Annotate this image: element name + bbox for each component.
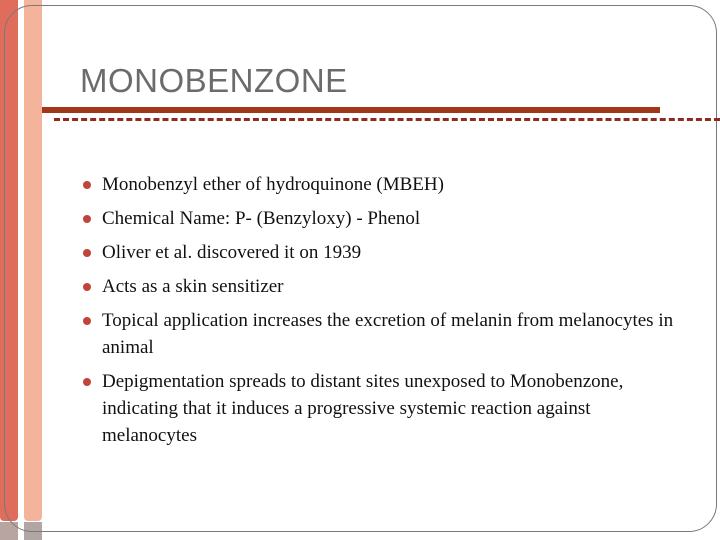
slide-title: MONOBENZONE	[80, 62, 348, 99]
bullet-item: Acts as a skin sensitizer	[80, 273, 680, 300]
bullet-icon	[83, 249, 91, 257]
bullet-item: Oliver et al. discovered it on 1939	[80, 239, 680, 266]
bullet-item: Depigmentation spreads to distant sites unexposed to Monobenzone, indicating that it induces a progressive systemic reaction against melanocytes	[80, 368, 680, 449]
bullet-list	[80, 171, 680, 456]
bullet-item: Monobenzyl ether of hydroquinone (MBEH)	[80, 171, 680, 198]
bullet-item: Topical application increases the excretion of melanin from melanocytes in animal	[80, 307, 680, 361]
dashed-divider	[54, 118, 720, 121]
bullet-icon	[83, 317, 91, 325]
bullet-icon	[83, 215, 91, 223]
bullet-item: Chemical Name: P- (Benzyloxy) - Phenol	[80, 205, 680, 232]
bullet-icon	[83, 181, 91, 189]
bullet-icon	[83, 378, 91, 386]
title-underline	[42, 107, 660, 113]
bullet-icon	[83, 283, 91, 291]
